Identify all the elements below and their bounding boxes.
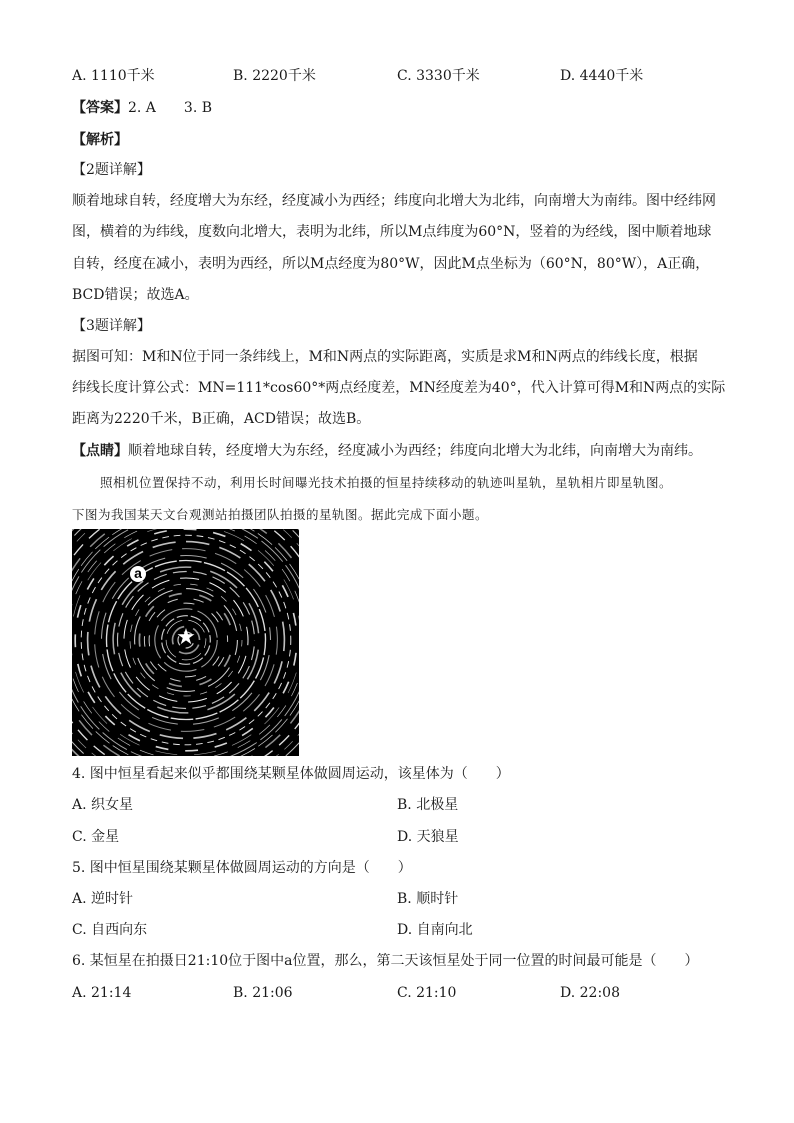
star-trail-photo [72,529,299,756]
position-marker-a: a [130,566,146,582]
option-b: B. 2220千米 [233,68,316,84]
q3-detail-label: 【3题详解】 [72,318,151,334]
intro-line: 下图为我国某天文台观测站拍摄团队拍摄的星轨图。据此完成下面小题。 [72,507,489,522]
q3-detail-line: 据图可知：M和N位于同一条纬线上，M和N两点的实际距离，实质是求M和N两点的纬线长度，根据 [72,349,698,365]
q2-detail-line: 顺着地球自转，经度增大为东经，经度减小为西经；纬度向北增大为北纬，向南增大为南纬。图中经纬网 [72,193,716,209]
q2-detail-label: 【2题详解】 [72,162,151,178]
q3-detail-line: 纬线长度计算公式：MN=111*cos60°*两点经度差，MN经度差为40°，代入计算可得M和N两点的实际 [72,380,726,396]
q4-option-d: D. 天狼星 [397,829,459,845]
q5-option-b: B. 顺时针 [397,891,459,907]
q6-option-d: D. 22:08 [560,985,620,1001]
q4-option-a: A. 织女星 [72,797,134,813]
answer-tag: 【答案】 [72,100,128,116]
option-c: C. 3330千米 [397,68,480,84]
q6-option-c: C. 21:10 [397,985,457,1001]
question-5-stem: 5. 图中恒星围绕某颗星体做圆周运动的方向是（ ） [72,860,412,876]
q4-option-b: B. 北极星 [397,797,459,813]
intro-line: 照相机位置保持不动，利用长时间曝光技术拍摄的恒星持续移动的轨迹叫星轨，星轨相片即星轨图。 [100,475,673,490]
tip-tag: 【点睛】 [72,443,128,459]
q2-detail-line: BCD错误；故选A。 [72,287,199,303]
question-6-stem: 6. 某恒星在拍摄日21:10位于图中a位置，那么，第二天该恒星处于同一位置的时间最可能是（ ） [72,953,699,969]
question-4-stem: 4. 图中恒星看起来似乎都围绕某颗星体做圆周运动，该星体为（ ） [72,766,510,782]
q3-detail-line: 距离为2220千米，B正确，ACD错误；故选B。 [72,411,371,427]
answer-line [72,98,212,118]
q4-option-c: C. 金星 [72,829,120,845]
tip-line [72,441,702,461]
q5-option-c: C. 自西向东 [72,922,148,938]
analysis-label: 【解析】 [72,132,128,148]
pole-star-icon: ★ [176,625,196,650]
option-d: D. 4440千米 [560,68,644,84]
q5-option-a: A. 逆时针 [72,891,134,907]
q6-option-a: A. 21:14 [72,985,132,1001]
q2-detail-line: 自转，经度在减小，表明为西经，所以M点经度为80°W，因此M点坐标为（60°N，80°W），A正确， [72,256,710,272]
q2-detail-line: 图，横着的为纬线，度数向北增大，表明为北纬，所以M点纬度为60°N，竖着的为经线，图中顺着地球 [72,224,712,240]
tip-text: 顺着地球自转，经度增大为东经，经度减小为西经；纬度向北增大为北纬，向南增大为南纬。 [128,443,702,459]
option-a: A. 1110千米 [72,68,155,84]
answer-text: 2. A 3. B [128,100,213,116]
q6-option-b: B. 21:06 [233,985,293,1001]
q5-option-d: D. 自南向北 [397,922,473,938]
